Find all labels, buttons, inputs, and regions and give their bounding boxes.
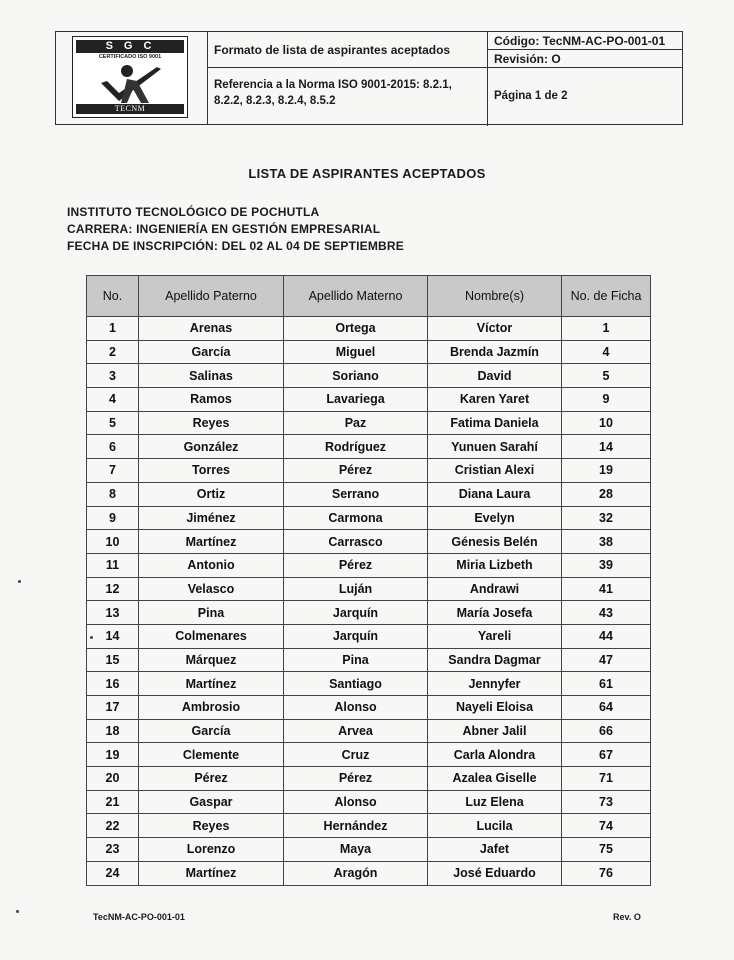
cell-ticket-number: 32: [562, 506, 651, 530]
cell-paternal-surname: Pina: [139, 601, 284, 625]
cell-paternal-surname: Márquez: [139, 648, 284, 672]
cell-no: 22: [87, 814, 139, 838]
cell-maternal-surname: Carrasco: [284, 530, 428, 554]
cell-ticket-number: 5: [562, 364, 651, 388]
cell-paternal-surname: Ambrosio: [139, 696, 284, 720]
cell-ticket-number: 43: [562, 601, 651, 625]
cell-names: Miria Lizbeth: [428, 553, 562, 577]
cell-names: María Josefa: [428, 601, 562, 625]
table-row: [87, 506, 651, 530]
cell-no: 7: [87, 459, 139, 483]
cell-ticket-number: 38: [562, 530, 651, 554]
cell-paternal-surname: Velasco: [139, 577, 284, 601]
table-row: [87, 388, 651, 412]
cell-maternal-surname: Santiago: [284, 672, 428, 696]
cell-names: Jennyfer: [428, 672, 562, 696]
cell-maternal-surname: Pérez: [284, 553, 428, 577]
cell-paternal-surname: González: [139, 435, 284, 459]
cell-paternal-surname: Ortiz: [139, 482, 284, 506]
cell-ticket-number: 76: [562, 861, 651, 885]
table-row: [87, 814, 651, 838]
header-page: Página 1 de 2: [494, 90, 568, 102]
cell-no: 21: [87, 790, 139, 814]
cell-names: Diana Laura: [428, 482, 562, 506]
cell-ticket-number: 19: [562, 459, 651, 483]
cell-paternal-surname: Gaspar: [139, 790, 284, 814]
cell-names: Luz Elena: [428, 790, 562, 814]
cell-no: 18: [87, 719, 139, 743]
cell-maternal-surname: Carmona: [284, 506, 428, 530]
sgc-logo: [72, 36, 188, 118]
table-row: [87, 719, 651, 743]
table-row: [87, 743, 651, 767]
cell-paternal-surname: Clemente: [139, 743, 284, 767]
cell-maternal-surname: Paz: [284, 411, 428, 435]
cell-paternal-surname: Torres: [139, 459, 284, 483]
reference-line-2: 8.2.2, 8.2.3, 8.2.4, 8.5.2: [214, 95, 336, 107]
cell-ticket-number: 1: [562, 317, 651, 341]
header-ticket-number: No. de Ficha: [562, 276, 651, 317]
logo-cert-text: CERTIFICADO ISO 9001: [98, 54, 162, 60]
cell-maternal-surname: Hernández: [284, 814, 428, 838]
cell-ticket-number: 44: [562, 624, 651, 648]
header-title: Formato de lista de aspirantes aceptados: [208, 32, 488, 68]
cell-paternal-surname: Martínez: [139, 672, 284, 696]
document-title: LISTA DE ASPIRANTES ACEPTADOS: [248, 166, 486, 181]
cell-paternal-surname: Martínez: [139, 861, 284, 885]
cell-maternal-surname: Maya: [284, 838, 428, 862]
reference-line-1: Referencia a la Norma ISO 9001-2015: 8.2.1,: [214, 79, 452, 91]
table-row: [87, 530, 651, 554]
cell-names: Jafet: [428, 838, 562, 862]
cell-no: 19: [87, 743, 139, 767]
cell-ticket-number: 71: [562, 767, 651, 791]
cell-names: Carla Alondra: [428, 743, 562, 767]
cell-paternal-surname: Reyes: [139, 814, 284, 838]
table-row: [87, 577, 651, 601]
footer-code: TecNM-AC-PO-001-01: [93, 912, 185, 922]
scan-speck: [90, 636, 93, 639]
cell-maternal-surname: Jarquín: [284, 624, 428, 648]
cell-maternal-surname: Miguel: [284, 340, 428, 364]
check-person-icon: [97, 63, 165, 107]
cell-paternal-surname: Pérez: [139, 767, 284, 791]
cell-no: 11: [87, 553, 139, 577]
table-row: [87, 696, 651, 720]
header-revision: Revisión: O: [488, 50, 682, 68]
cell-paternal-surname: Lorenzo: [139, 838, 284, 862]
cell-no: 12: [87, 577, 139, 601]
cell-maternal-surname: Lavariega: [284, 388, 428, 412]
table-row: [87, 838, 651, 862]
cell-maternal-surname: Soriano: [284, 364, 428, 388]
table-header-row: [87, 276, 651, 317]
table-row: [87, 767, 651, 791]
header-names: Nombre(s): [428, 276, 562, 317]
scan-speck: [18, 580, 21, 583]
table-row: [87, 790, 651, 814]
cell-no: 9: [87, 506, 139, 530]
cell-names: Brenda Jazmín: [428, 340, 562, 364]
cell-ticket-number: 74: [562, 814, 651, 838]
cell-ticket-number: 75: [562, 838, 651, 862]
cell-maternal-surname: Pina: [284, 648, 428, 672]
cell-paternal-surname: Antonio: [139, 553, 284, 577]
scan-speck: [16, 910, 19, 913]
cell-no: 14: [87, 624, 139, 648]
cell-ticket-number: 39: [562, 553, 651, 577]
cell-maternal-surname: Arvea: [284, 719, 428, 743]
cell-maternal-surname: Rodríguez: [284, 435, 428, 459]
cell-paternal-surname: Martínez: [139, 530, 284, 554]
cell-no: 20: [87, 767, 139, 791]
cell-paternal-surname: Jiménez: [139, 506, 284, 530]
career-line: CARRERA: INGENIERÍA EN GESTIÓN EMPRESARIAL: [67, 222, 381, 236]
cell-no: 13: [87, 601, 139, 625]
cell-maternal-surname: Pérez: [284, 459, 428, 483]
cell-no: 10: [87, 530, 139, 554]
cell-names: Yunuen Sarahí: [428, 435, 562, 459]
cell-no: 16: [87, 672, 139, 696]
cell-no: 1: [87, 317, 139, 341]
cell-no: 4: [87, 388, 139, 412]
cell-names: Nayeli Eloisa: [428, 696, 562, 720]
table-body: [87, 317, 651, 886]
table-row: [87, 364, 651, 388]
cell-paternal-surname: Reyes: [139, 411, 284, 435]
cell-ticket-number: 9: [562, 388, 651, 412]
cell-names: Génesis Belén: [428, 530, 562, 554]
cell-maternal-surname: Cruz: [284, 743, 428, 767]
cell-maternal-surname: Jarquín: [284, 601, 428, 625]
cell-no: 2: [87, 340, 139, 364]
cell-no: 17: [87, 696, 139, 720]
cell-ticket-number: 67: [562, 743, 651, 767]
header-paternal-surname: Apellido Paterno: [139, 276, 284, 317]
cell-no: 15: [87, 648, 139, 672]
table-row: [87, 672, 651, 696]
cell-paternal-surname: García: [139, 719, 284, 743]
footer-revision: Rev. O: [613, 912, 641, 922]
cell-maternal-surname: Ortega: [284, 317, 428, 341]
table-row: [87, 317, 651, 341]
cell-ticket-number: 61: [562, 672, 651, 696]
cell-no: 8: [87, 482, 139, 506]
cell-maternal-surname: Alonso: [284, 696, 428, 720]
cell-maternal-surname: Luján: [284, 577, 428, 601]
table-row: [87, 482, 651, 506]
table-row: [87, 601, 651, 625]
header-code: Código: TecNM-AC-PO-001-01: [488, 32, 682, 50]
table-row: [87, 435, 651, 459]
cell-names: Fatima Daniela: [428, 411, 562, 435]
table-row: [87, 340, 651, 364]
header-no: No.: [87, 276, 139, 317]
cell-no: 24: [87, 861, 139, 885]
cell-paternal-surname: Ramos: [139, 388, 284, 412]
cell-ticket-number: 73: [562, 790, 651, 814]
cell-names: Cristian Alexi: [428, 459, 562, 483]
applicants-table: [86, 275, 651, 886]
cell-maternal-surname: Pérez: [284, 767, 428, 791]
institute-name: INSTITUTO TECNOLÓGICO DE POCHUTLA: [67, 205, 320, 219]
header-reference: [208, 68, 488, 126]
registration-date: FECHA DE INSCRIPCIÓN: DEL 02 AL 04 DE SEPTIEMBRE: [67, 239, 404, 253]
logo-top-text: SGC: [76, 40, 184, 53]
cell-paternal-surname: Salinas: [139, 364, 284, 388]
cell-names: Azalea Giselle: [428, 767, 562, 791]
table-row: [87, 411, 651, 435]
cell-names: Evelyn: [428, 506, 562, 530]
cell-names: Lucila: [428, 814, 562, 838]
logo-bottom-text: TECNM: [76, 104, 184, 114]
cell-names: Sandra Dagmar: [428, 648, 562, 672]
cell-no: 6: [87, 435, 139, 459]
cell-ticket-number: 66: [562, 719, 651, 743]
cell-names: Karen Yaret: [428, 388, 562, 412]
table-row: [87, 624, 651, 648]
cell-ticket-number: 14: [562, 435, 651, 459]
cell-no: 23: [87, 838, 139, 862]
cell-names: David: [428, 364, 562, 388]
cell-ticket-number: 47: [562, 648, 651, 672]
cell-maternal-surname: Aragón: [284, 861, 428, 885]
logo-cell: [56, 32, 208, 124]
cell-names: Yareli: [428, 624, 562, 648]
cell-paternal-surname: Arenas: [139, 317, 284, 341]
cell-ticket-number: 10: [562, 411, 651, 435]
table-row: [87, 861, 651, 885]
table-row: [87, 459, 651, 483]
cell-no: 3: [87, 364, 139, 388]
cell-ticket-number: 4: [562, 340, 651, 364]
cell-names: Abner Jalil: [428, 719, 562, 743]
cell-names: Víctor: [428, 317, 562, 341]
cell-ticket-number: 64: [562, 696, 651, 720]
cell-maternal-surname: Alonso: [284, 790, 428, 814]
cell-paternal-surname: García: [139, 340, 284, 364]
cell-names: Andrawi: [428, 577, 562, 601]
cell-names: José Eduardo: [428, 861, 562, 885]
cell-no: 5: [87, 411, 139, 435]
cell-maternal-surname: Serrano: [284, 482, 428, 506]
header-maternal-surname: Apellido Materno: [284, 276, 428, 317]
cell-ticket-number: 28: [562, 482, 651, 506]
table-row: [87, 553, 651, 577]
document-header: [55, 31, 683, 125]
table-row: [87, 648, 651, 672]
cell-ticket-number: 41: [562, 577, 651, 601]
cell-paternal-surname: Colmenares: [139, 624, 284, 648]
